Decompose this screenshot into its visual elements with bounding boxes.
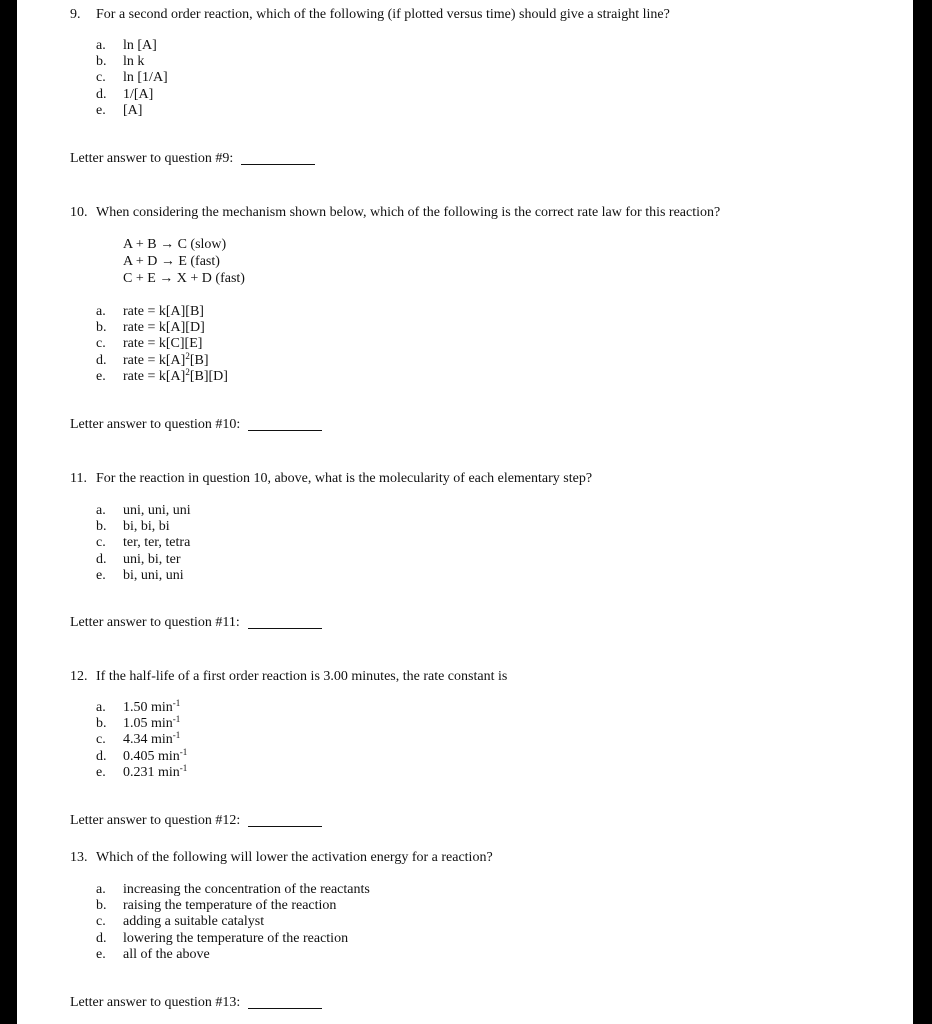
option-c: c. rate = k[C][E] — [96, 336, 203, 352]
option-b: b. bi, bi, bi — [96, 519, 170, 535]
question-13-options — [96, 882, 370, 963]
question-number: 11. — [70, 471, 87, 486]
answer-label: Letter answer to question #12: — [70, 813, 241, 828]
option-a: a. uni, uni, uni — [96, 503, 191, 518]
option-a: a. 1.50 $\min^{-1}$ — [96, 698, 181, 715]
option-d: d. uni, bi, ter — [96, 551, 181, 567]
mechanism-step: A + B → C (slow) — [123, 237, 227, 252]
worksheet-page — [17, 0, 913, 1024]
answer-blank[interactable] — [241, 164, 315, 165]
option-c: c. 4.34 $\min^{-1}$ — [96, 730, 181, 748]
option-c: c. ter, ter, tetra — [96, 535, 191, 551]
question-number: 10. — [70, 205, 88, 220]
option-d: d. lowering the temperature of the reaction — [96, 930, 349, 946]
question-text: When considering the mechanism shown below, which of the following is the correct rate law for this reaction? — [96, 205, 721, 220]
answer-line-10 — [70, 417, 322, 433]
question-11-options — [96, 503, 191, 584]
option-b: b. ln k — [96, 54, 145, 70]
option-e: e. rate = $k[A]^2[B][D]$ — [96, 366, 228, 384]
option-e: e. bi, uni, uni — [96, 567, 184, 583]
question-text: If the half-life of a first order reaction is 3.00 minutes, the rate constant is — [96, 669, 508, 684]
mechanism-step: A + D → E (fast) — [123, 254, 220, 269]
question-number: 9. — [70, 7, 81, 22]
question-12-options — [96, 700, 187, 781]
answer-line-11 — [70, 615, 322, 631]
answer-line-9 — [70, 151, 315, 167]
option-e: e. [A] — [96, 102, 143, 118]
option-c: c. adding a suitable catalyst — [96, 914, 265, 930]
answer-label: Letter answer to question #10: — [70, 417, 241, 432]
answer-blank[interactable] — [248, 826, 322, 827]
option-e: e. all of the above — [96, 946, 210, 962]
question-10-options — [96, 304, 228, 385]
option-c: c. ln [1/A] — [96, 70, 168, 86]
option-e: e. 0.231 $\min^{-1}$ — [96, 762, 188, 780]
option-d: d. rate = $k[A]^2[B]$ — [96, 350, 209, 368]
option-d: d. 0.405 $\min^{-1}$ — [96, 746, 188, 764]
answer-blank[interactable] — [248, 628, 322, 629]
answer-label: Letter answer to question #9: — [70, 151, 234, 166]
question-12 — [70, 669, 507, 685]
question-9-options — [96, 38, 168, 119]
question-text: For the reaction in question 10, above, what is the molecularity of each elementary step? — [96, 471, 593, 486]
option-a: a. increasing the concentration of the reactants — [96, 882, 370, 897]
option-d: d. 1/[A] — [96, 86, 154, 102]
answer-label: Letter answer to question #11: — [70, 615, 240, 630]
option-b: b. 1.05 $\min^{-1}$ — [96, 714, 181, 732]
answer-label: Letter answer to question #13: — [70, 995, 241, 1010]
question-9 — [70, 7, 670, 23]
answer-blank[interactable] — [248, 430, 322, 431]
question-text: Which of the following will lower the activation energy for a reaction? — [96, 850, 493, 865]
option-a: a. rate = k[A][B] — [96, 304, 204, 319]
answer-line-12 — [70, 813, 322, 829]
reaction-mechanism — [123, 236, 245, 287]
question-10 — [70, 205, 720, 221]
option-a: a. ln [A] — [96, 38, 157, 53]
answer-line-13 — [70, 995, 322, 1011]
answer-blank[interactable] — [248, 1008, 322, 1009]
option-b: b. raising the temperature of the reaction — [96, 898, 337, 914]
question-number: 12. — [70, 669, 88, 684]
question-number: 13. — [70, 850, 88, 865]
question-11 — [70, 471, 592, 487]
question-text: For a second order reaction, which of the following (if plotted versus time) should give a straight line? — [96, 7, 670, 22]
option-b: b. rate = k[A][D] — [96, 320, 205, 336]
question-13 — [70, 850, 493, 866]
mechanism-step: C + E → X + D (fast) — [123, 271, 245, 286]
